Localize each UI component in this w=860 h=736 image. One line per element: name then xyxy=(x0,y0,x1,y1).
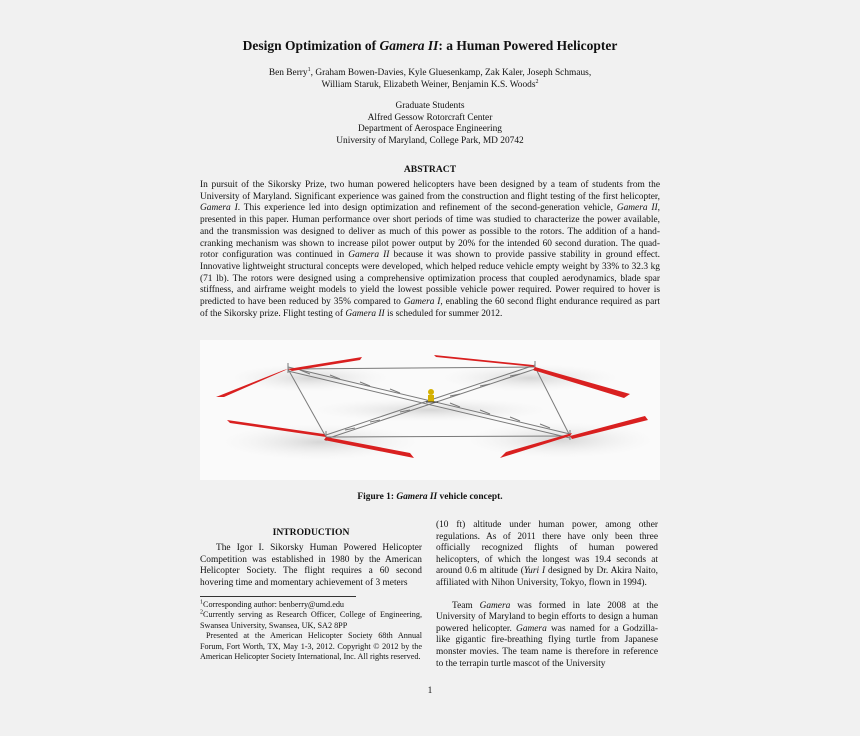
author-line-1: Ben Berry$^1$, Graham Bowen-Davies, Kyle Gluesenkamp, Zak Kaler, Joseph Schmaus, xyxy=(268,66,592,78)
affiliation-line: University of Maryland, College Park, MD 20742 xyxy=(336,135,524,146)
ground-shadow xyxy=(465,422,655,458)
affiliation-line: Department of Aerospace Engineering xyxy=(358,124,502,135)
footnote-divider xyxy=(200,596,356,597)
footnote-3: Presented at the American Helicopter Society 68th Annual Forum, Fort Worth, TX, May 1-3, 2012. Copyright © 2012 by the American Helicopter Society International, Inc. All rights reserved. xyxy=(200,631,422,662)
footnote-2: $^2$Currently serving as Research Officer, College of Engineering, Swansea University, Swansea, UK, SA2 8PP xyxy=(200,609,422,630)
right-paragraph-1: (10 ft) altitude under human power, among other regulations. As of 2011 there have only been three officially recognized flights of human powered helicopters, of which the longest was 19.4 seconds at around 0.6 m altitude (Yuri I designed by Dr. Akira Naito, affiliated with Nihon University, Tokyo, flown in 1994). xyxy=(436,520,658,588)
footnote-1: $^1$Corresponding author: benberry@umd.edu xyxy=(200,599,345,609)
author-line-2: William Staruk, Elizabeth Weiner, Benjamin K.S. Woods$^2$ xyxy=(321,78,539,90)
ground-shadow xyxy=(220,424,420,460)
page-number: 1 xyxy=(427,686,433,696)
footnotes xyxy=(200,600,422,662)
abstract-text: In pursuit of the Sikorsky Prize, two human powered helicopters have been designed by a team of students from the University of Maryland. Significant experience was gained from the construction and flight testing of the first helicopter, Gamera I. This experience led into design optimization and refinement of the second-generation vehicle, Gamera II, presented in this paper. Human performance over short periods of time was studied to characterize the power available, and the transmission was designed to deliver as much of this power as possible to the rotors. The addition of a hand-cranking mechanism was shown to increase pilot power output by 20% for the intended 60 second duration. The quad-rotor configuration was continued in Gamera II because it was shown to provide passive stability in ground effect. Innovative lightweight structural concepts were developed, which helped reduce vehicle empty weight by 33% to 32.3 kg (71 lb). The rotors were designed using a comprehensive optimization process that coupled aerodynamics, blade spar stiffness, and airframe weight models to yield the lowest possible vehicle power required. Power required to hover is predicted to have been reduced by 35% compared to Gamera I, enabling the 60 second flight endurance required as part of the Sikorsky prize. Flight testing of Gamera II is scheduled for summer 2012. xyxy=(200,180,660,319)
abstract-heading: ABSTRACT xyxy=(403,164,457,175)
right-column-text xyxy=(436,520,658,670)
helicopter-figure xyxy=(200,340,660,480)
affiliation-line: Alfred Gessow Rotorcraft Center xyxy=(367,112,493,123)
right-paragraph-2: Team Gamera was formed in late 2008 at the University of Maryland to begin efforts to design a human powered helicopter. Gamera was named for a Godzilla-like gigantic fire-breathing flying turtle from Japanese monster movies. The team name is therefore in reference to the terrapin turtle mascot of the University xyxy=(436,600,658,669)
introduction-heading: INTRODUCTION xyxy=(272,527,350,538)
author-list xyxy=(0,68,860,91)
affiliation-line: Graduate Students xyxy=(395,101,465,111)
affiliation xyxy=(0,101,860,147)
figure-caption: Figure 1: Gamera II vehicle concept. xyxy=(357,492,503,502)
paper-title xyxy=(0,38,860,54)
left-column-text xyxy=(200,543,422,589)
title-text-end: : a Human Powered Helicopter xyxy=(438,38,618,53)
title-italic: Gamera II xyxy=(379,38,439,53)
intro-paragraph: The Igor I. Sikorsky Human Powered Helicopter Competition was established in 1980 by the American Helicopter Society. The flight requires a 60 second hovering time and momentary achievement of 3 meters xyxy=(200,543,422,588)
title-text: Design Optimization of xyxy=(242,38,380,53)
